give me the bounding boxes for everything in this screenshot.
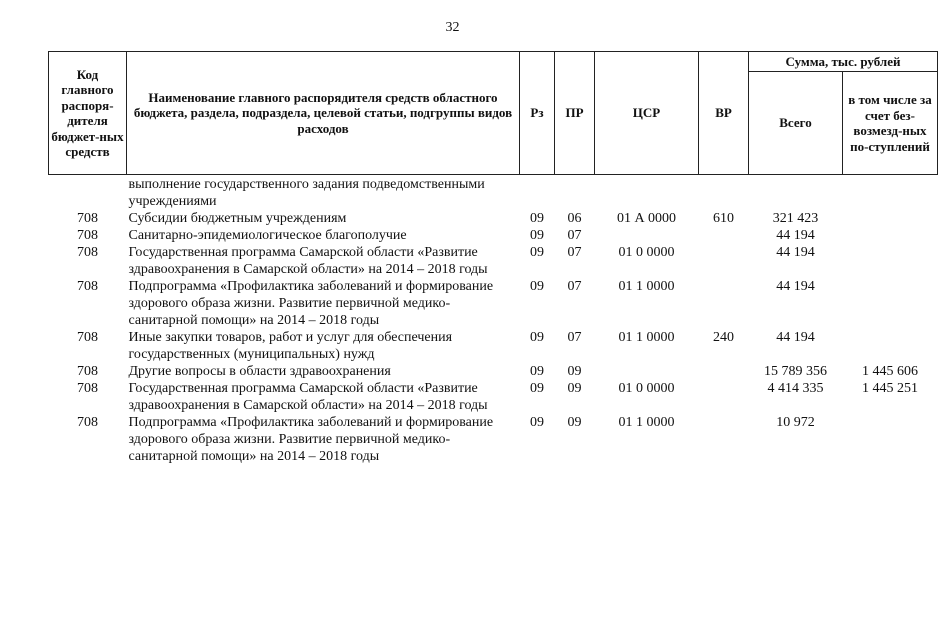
cell-gratis: 1 445 251: [862, 381, 918, 396]
cell-total: 321 423: [772, 211, 819, 226]
cell-csr: 01 1 0000: [618, 330, 675, 345]
header-vr: ВР: [699, 52, 749, 175]
cell-total: 44 194: [776, 245, 815, 260]
cell-total: 44 194: [776, 330, 815, 345]
cell-gratis: [843, 227, 938, 244]
cell-vr: 610: [713, 211, 734, 226]
cell-total: 4 414 335: [767, 381, 824, 396]
cell-pr: 07: [567, 245, 582, 260]
cell-vr: [699, 175, 749, 211]
cell-gratis: [843, 278, 938, 329]
table-header: [49, 52, 938, 175]
cell-vr: [699, 363, 749, 380]
cell-name: Субсидии бюджетным учреждениям: [128, 211, 347, 226]
table-row: [49, 175, 938, 211]
cell-code: 708: [77, 245, 98, 260]
cell-pr: 09: [567, 381, 582, 396]
cell-code: 708: [77, 228, 98, 243]
cell-csr: [595, 227, 699, 244]
cell-rz: [520, 175, 555, 211]
cell-rz: 09: [530, 381, 544, 396]
cell-rz: 09: [530, 364, 544, 379]
table-row: [49, 414, 938, 465]
header-csr: ЦСР: [595, 52, 699, 175]
cell-pr: 09: [567, 415, 582, 430]
cell-csr: 01 А 0000: [616, 211, 677, 226]
cell-vr: [699, 380, 749, 414]
cell-csr: 01 0 0000: [618, 245, 675, 260]
cell-name: Подпрограмма «Профилактика заболеваний и формирование здорового образа жизни. Развитие первичной медико-санитарной помощи» на 2014 – 2018 годы: [128, 279, 494, 328]
cell-gratis: [843, 210, 938, 227]
header-code: Код главного распоря-дителя бюджет-ных средств: [49, 52, 127, 175]
table-row: [49, 244, 938, 278]
cell-pr: [555, 175, 595, 211]
cell-rz: 09: [530, 211, 544, 226]
cell-name: Государственная программа Самарской области «Развитие здравоохранения в Самарской области» на 2014 – 2018 годы: [128, 381, 488, 413]
cell-vr: [699, 244, 749, 278]
table-row: [49, 227, 938, 244]
cell-gratis: [843, 175, 938, 211]
cell-gratis: [843, 414, 938, 465]
cell-vr: [699, 414, 749, 465]
table-row: [49, 210, 938, 227]
header-gratis: в том числе за счет без-возмезд-ных по-ступлений: [843, 72, 938, 175]
cell-code: 708: [77, 364, 98, 379]
cell-vr: [699, 278, 749, 329]
cell-name: Иные закупки товаров, работ и услуг для обеспечения государственных (муниципальных) нужд: [128, 330, 453, 362]
cell-total: 44 194: [776, 228, 815, 243]
cell-csr: [595, 363, 699, 380]
cell-code: 708: [77, 211, 98, 226]
cell-total: 10 972: [776, 415, 815, 430]
cell-pr: 09: [567, 364, 582, 379]
cell-code: 708: [77, 330, 98, 345]
cell-total: [749, 175, 843, 211]
cell-rz: 09: [530, 415, 544, 430]
budget-table: [48, 51, 938, 465]
cell-rz: 09: [530, 228, 544, 243]
cell-pr: 07: [567, 279, 582, 294]
cell-gratis: [843, 244, 938, 278]
cell-gratis: [843, 329, 938, 363]
cell-code: 708: [77, 279, 98, 294]
cell-code: 708: [77, 415, 98, 430]
cell-pr: 07: [567, 330, 582, 345]
cell-name: выполнение государственного задания подведомственными учреждениями: [128, 177, 485, 209]
cell-name: Другие вопросы в области здравоохранения: [128, 364, 391, 379]
cell-name: Государственная программа Самарской области «Развитие здравоохранения в Самарской области» на 2014 – 2018 годы: [128, 245, 488, 277]
cell-csr: [595, 175, 699, 211]
cell-rz: 09: [530, 330, 544, 345]
cell-rz: 09: [530, 279, 544, 294]
cell-total: 44 194: [776, 279, 815, 294]
cell-csr: 01 1 0000: [618, 279, 675, 294]
page-number: 32: [445, 20, 460, 35]
table-row: [49, 278, 938, 329]
header-sum-group: Сумма, тыс. рублей: [749, 52, 938, 72]
cell-pr: 06: [567, 211, 582, 226]
cell-pr: 07: [567, 228, 582, 243]
cell-csr: 01 0 0000: [618, 381, 675, 396]
cell-csr: 01 1 0000: [618, 415, 675, 430]
table-body: [49, 175, 938, 466]
cell-vr: [699, 227, 749, 244]
header-name: Наименование главного распорядителя средств областного бюджета, раздела, подраздела, целевой статьи, подгруппы видов расходов: [127, 52, 520, 175]
header-rz: Рз: [520, 52, 555, 175]
cell-code: [49, 175, 127, 211]
cell-vr: 240: [713, 330, 734, 345]
cell-rz: 09: [530, 245, 544, 260]
cell-total: 15 789 356: [764, 364, 827, 379]
table-row: [49, 363, 938, 380]
cell-name: Подпрограмма «Профилактика заболеваний и формирование здорового образа жизни. Развитие первичной медико-санитарной помощи» на 2014 – 2018 годы: [128, 415, 494, 464]
header-total: Всего: [749, 72, 843, 175]
table-row: [49, 380, 938, 414]
header-pr: ПР: [555, 52, 595, 175]
table-row: [49, 329, 938, 363]
cell-code: 708: [77, 381, 98, 396]
cell-name: Санитарно-эпидемиологическое благополучие: [128, 228, 407, 243]
cell-gratis: 1 445 606: [862, 364, 918, 379]
